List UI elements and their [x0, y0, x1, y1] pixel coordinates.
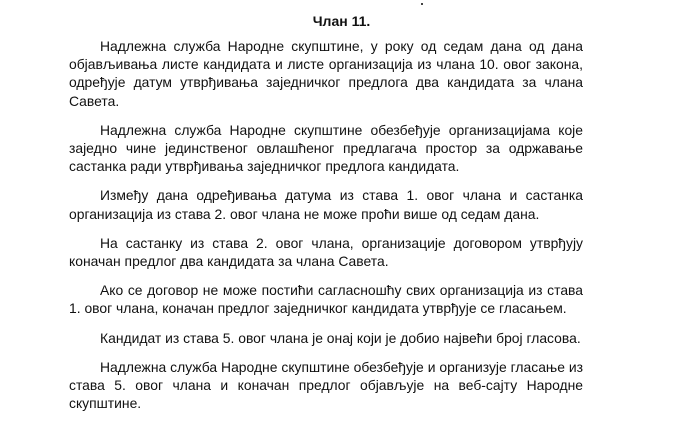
paragraph-4: На састанку из става 2. овог члана, организације договором утврђују коначан предлог два кандидата за члана Савета.: [69, 234, 583, 270]
paragraph-7: Надлежна служба Народне скупштине обезбеђује и организује гласање из става 5. овог члана и коначан предлог објављује на веб-сајту Народне скупштине.: [69, 358, 583, 412]
scan-speck: [421, 3, 423, 5]
paragraph-3: Између дана одређивања датума из става 1. овог члана и састанка организација из става 2. овог члана не може проћи више од седам дана.: [69, 187, 583, 222]
paragraph-1: Надлежна служба Народне скупштине, у року од седам дана од дана објављивања листе кандидата и листе организација из члана 10. овог закона, одређује датум утврђивања заједничког предлога два кандидата за члана Савета.: [69, 38, 583, 109]
paragraph-6: Кандидат из става 5. овог члана је онај који је добио највећи број гласова.: [100, 329, 581, 346]
paragraph-5: Ако се договор не може постићи сагласношћу свих организација из става 1. овог члана, коначан предлог заједничког кандидата утврђује се гласањем.: [69, 282, 583, 317]
article-body: [69, 37, 583, 423]
article-title: Члан 11.: [312, 13, 371, 29]
paragraph-2: Надлежна служба Народне скупштине обезбеђује организацијама које заједно чине јединственог овлашћеног предлагача простор за одржавање састанка ради утврђивања заједничког предлога кандидата.: [69, 121, 583, 175]
